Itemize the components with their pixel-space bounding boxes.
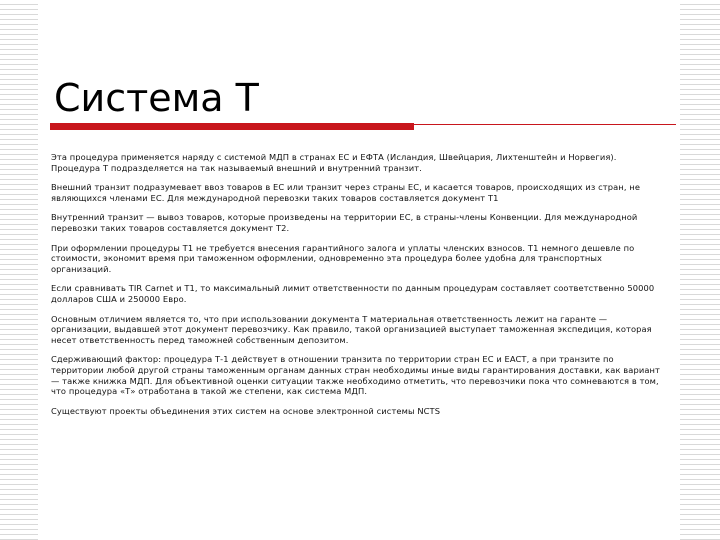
paragraph-t-system-intro: Эта процедура применяется наряду с системой МДП в странах ЕС и ЕФТА (Исландия, Швейцария, Лихтенштейн и Норвегия). Процедура Т подразделяется на так называемый внешний и внутренний транзит. [51,152,617,173]
slide-title: Система Т [54,76,259,120]
title-rule-line [414,124,676,125]
paragraph-liability-limits: Если сравнивать TIR Carnet и Т1, то максимальный лимит ответственности по данным процедурам составляет соответственно 50000 долларов США и 250000 Евро. [51,283,655,304]
paragraph-internal-transit: Внутренний транзит — вывоз товаров, которые произведены на территории ЕС, в страны-члены Конвенции. Для международной перевозки таких товаров составляется документ Т2. [51,212,638,233]
title-accent-bar [50,123,414,130]
paragraph-t1-advantages: При оформлении процедуры Т1 не требуется внесения гарантийного залога и уплаты членских взносов. Т1 немного дешевле по стоимости, экономит время при таможенном оформлении, одновременно эта процедура более удобна для транспортных организаций. [51,242,635,274]
paragraph-limiting-factor: Сдерживающий фактор: процедура Т-1 действует в отношении транзита по территории стран ЕС и EACT, а при транзите по территории любой другой страны таможенным органам данных стран необходимы иные виды гарантирования доставки, как вариант — также книжка МДП. Для объективной оценки ситуации также необходимо отметить, что перевозчики пока что сомневаются в том, что процедура «Т» отработана в такой же степени, как система МДП. [51,354,660,397]
paragraph-external-transit: Внешний транзит подразумевает ввоз товаров в ЕС или транзит через страны ЕС, и касается товаров, происходящих из стран, не являющихся членами ЕС. Для международной перевозки таких товаров составляется документ Т1 [51,182,641,203]
slide-body [51,152,665,425]
paragraph-main-difference: Основным отличием является то, что при использовании документа Т материальная ответственность лежит на гаранте — организации, выдавшей этот документ перевозчику. Как правило, такой организацией выступает таможенная экспедиция, которая несет ответственность перед таможней собственным депозитом. [51,313,652,345]
paragraph-ncts-projects: Существуют проекты объединения этих систем на основе электронной системы NCTS [51,405,441,416]
